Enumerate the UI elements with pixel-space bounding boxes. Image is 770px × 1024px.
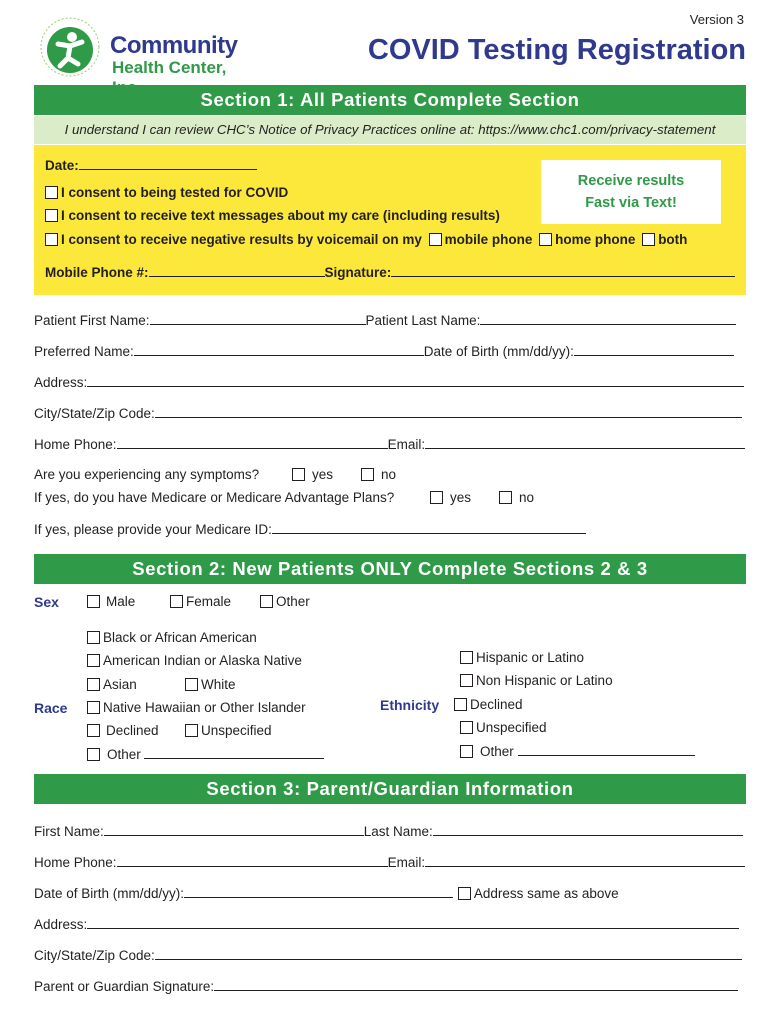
symptoms-yes-checkbox[interactable]: [292, 468, 305, 481]
home-phone-label: home phone: [555, 232, 636, 247]
medicare-no-label: no: [519, 490, 535, 505]
sex-male-label: Male: [106, 594, 136, 609]
city-label: City/State/Zip Code:: [34, 406, 155, 421]
dob-field[interactable]: [574, 343, 734, 356]
both-checkbox[interactable]: [642, 233, 655, 246]
date-field[interactable]: [79, 157, 257, 170]
signature-field[interactable]: [391, 264, 735, 277]
promo-line2: Fast via Text!: [585, 195, 677, 211]
eth-unspecified: [460, 720, 547, 735]
ethnicity-label: Ethnicity: [380, 697, 440, 713]
version-label: Version 3: [689, 12, 744, 27]
race-native: [87, 653, 302, 668]
consent-testing-checkbox[interactable]: [45, 186, 58, 199]
guardian-email-field[interactable]: [425, 854, 745, 867]
race-declined-checkbox[interactable]: [87, 724, 100, 737]
medicare-yes-checkbox[interactable]: [430, 491, 443, 504]
guardian-dob-row: [34, 885, 619, 901]
guardian-home-phone-field[interactable]: [117, 854, 388, 867]
sex-female-label: Female: [186, 594, 232, 609]
race-hawaiian-checkbox[interactable]: [87, 701, 100, 714]
mobile-phone-number-field[interactable]: [149, 264, 325, 277]
email-label: Email:: [387, 437, 426, 452]
consent-text-checkbox[interactable]: [45, 209, 58, 222]
symptoms-no-label: no: [381, 467, 397, 482]
page-title: COVID Testing Registration: [367, 34, 746, 66]
guardian-last-name-label: Last Name:: [363, 824, 433, 839]
race-native-label: American Indian or Alaska Native: [103, 653, 302, 668]
guardian-address-label: Address:: [34, 917, 88, 932]
section3-title: Section 3: Parent/Guardian Information: [34, 774, 746, 804]
text-promo-box: [541, 160, 721, 224]
guardian-address-row: [34, 916, 739, 932]
eth-non-hispanic-checkbox[interactable]: [460, 674, 473, 687]
medicare-row: [34, 490, 394, 505]
guardian-signature-label: Parent or Guardian Signature:: [34, 979, 215, 994]
eth-unspecified-label: Unspecified: [476, 720, 547, 735]
symptoms-no-checkbox[interactable]: [361, 468, 374, 481]
last-name-label: Patient Last Name:: [365, 313, 481, 328]
race-other: [87, 746, 324, 762]
preferred-name-field[interactable]: [134, 343, 424, 356]
race-native-checkbox[interactable]: [87, 654, 100, 667]
symptoms-row: [34, 467, 259, 482]
guardian-name-row: [34, 823, 743, 839]
section2-title: Section 2: New Patients ONLY Complete Sections 2 & 3: [34, 554, 746, 584]
both-label: both: [658, 232, 688, 247]
race-white: [185, 677, 236, 692]
race-unspecified: [185, 723, 272, 738]
guardian-dob-label: Date of Birth (mm/dd/yy):: [34, 886, 185, 901]
preferred-name-label: Preferred Name:: [34, 344, 134, 359]
race-other-label: Other: [107, 747, 141, 762]
medicare-id-label: If yes, please provide your Medicare ID:: [34, 522, 272, 537]
logo-name: Community: [110, 32, 238, 59]
race-asian-label: Asian: [103, 677, 137, 692]
race-asian-checkbox[interactable]: [87, 678, 100, 691]
eth-non-hispanic: [460, 673, 613, 688]
logo-figure-icon: [36, 14, 106, 80]
guardian-signature-field[interactable]: [214, 978, 738, 991]
patient-name-row: [34, 312, 736, 328]
address-label: Address:: [34, 375, 88, 390]
consent-voicemail-row: [45, 232, 687, 247]
guardian-home-phone-label: Home Phone:: [34, 855, 117, 870]
race-unspecified-label: Unspecified: [201, 723, 272, 738]
race-declined-label: Declined: [106, 723, 159, 738]
race-black: [87, 630, 257, 645]
same-address-label: Address same as above: [473, 886, 619, 901]
sex-other: [260, 594, 310, 609]
mobile-phone-label: mobile phone: [444, 232, 533, 247]
consent-text-label: I consent to receive text messages about my care (including results): [61, 208, 500, 223]
medicare-yes: [430, 490, 471, 505]
eth-other: [460, 743, 695, 759]
sex-female-checkbox[interactable]: [170, 595, 183, 608]
race-hawaiian-label: Native Hawaiian or Other Islander: [103, 700, 306, 715]
medicare-question: If yes, do you have Medicare or Medicare Advantage Plans?: [34, 490, 395, 505]
symptoms-yes: [292, 467, 333, 482]
guardian-first-name-label: First Name:: [34, 824, 104, 839]
guardian-last-name-field[interactable]: [433, 823, 743, 836]
eth-declined-label: Declined: [470, 697, 523, 712]
last-name-field[interactable]: [480, 312, 736, 325]
race-white-checkbox[interactable]: [185, 678, 198, 691]
eth-hispanic-checkbox[interactable]: [460, 651, 473, 664]
guardian-city-row: [34, 947, 742, 963]
privacy-notice: [34, 116, 746, 144]
race-black-checkbox[interactable]: [87, 631, 100, 644]
same-address-checkbox[interactable]: [458, 887, 471, 900]
eth-declined: [454, 697, 523, 712]
city-row: [34, 405, 742, 421]
mobile-signature-row: [45, 264, 735, 280]
section1-title: Section 1: All Patients Complete Section: [34, 85, 746, 115]
medicare-id-row: [34, 521, 586, 537]
preferred-dob-row: [34, 343, 734, 359]
consent-voicemail-label: I consent to receive negative results by voicemail on my: [61, 232, 422, 247]
promo-line1: Receive results: [577, 173, 685, 189]
race-white-label: White: [201, 677, 236, 692]
sex-male-checkbox[interactable]: [87, 595, 100, 608]
date-label: Date:: [45, 158, 79, 173]
sex-male: [87, 594, 135, 609]
race-hawaiian: [87, 700, 306, 715]
guardian-address-field[interactable]: [87, 916, 739, 929]
city-field[interactable]: [155, 405, 742, 418]
guardian-signature-row: [34, 978, 738, 994]
guardian-email-label: Email:: [387, 855, 426, 870]
privacy-text: I understand I can review CHC’s Notice of Privacy Practices online at: https://www.chc1.com/privacy-statement: [64, 122, 716, 137]
guardian-dob-field[interactable]: [184, 885, 453, 898]
race-other-checkbox[interactable]: [87, 748, 100, 761]
sex-female: [170, 594, 231, 609]
consent-testing-row: [45, 185, 288, 200]
medicare-no: [499, 490, 534, 505]
sex-label: Sex: [34, 594, 59, 610]
home-phone-checkbox[interactable]: [539, 233, 552, 246]
logo-subtitle: Health Center,: [112, 58, 227, 77]
email-field[interactable]: [425, 436, 745, 449]
guardian-city-label: City/State/Zip Code:: [34, 948, 155, 963]
medicare-no-checkbox[interactable]: [499, 491, 512, 504]
first-name-field[interactable]: [150, 312, 366, 325]
eth-hispanic: [460, 650, 584, 665]
sex-other-checkbox[interactable]: [260, 595, 273, 608]
race-asian: [87, 677, 137, 692]
guardian-phone-row: [34, 854, 745, 870]
consent-voicemail-checkbox[interactable]: [45, 233, 58, 246]
symptoms-no: [361, 467, 396, 482]
home-phone-label: Home Phone:: [34, 437, 117, 452]
address-field[interactable]: [87, 374, 744, 387]
guardian-first-name-field[interactable]: [104, 823, 364, 836]
guardian-city-field[interactable]: [155, 947, 742, 960]
phone-email-row: [34, 436, 745, 452]
eth-unspecified-checkbox[interactable]: [460, 721, 473, 734]
first-name-label: Patient First Name:: [34, 313, 150, 328]
consent-text-row: [45, 208, 500, 223]
eth-other-field[interactable]: [518, 743, 695, 756]
race-declined: [87, 723, 159, 738]
logo: [36, 14, 256, 80]
race-label: Race: [34, 700, 68, 716]
address-row: [34, 374, 744, 390]
race-black-label: Black or African American: [103, 630, 257, 645]
eth-other-checkbox[interactable]: [460, 745, 473, 758]
eth-declined-checkbox[interactable]: [454, 698, 467, 711]
symptoms-question: Are you experiencing any symptoms?: [34, 467, 260, 482]
race-unspecified-checkbox[interactable]: [185, 724, 198, 737]
race-other-field[interactable]: [144, 746, 324, 759]
date-row: [45, 157, 257, 173]
symptoms-yes-label: yes: [312, 467, 334, 482]
dob-label: Date of Birth (mm/dd/yy):: [423, 344, 574, 359]
eth-non-hispanic-label: Non Hispanic or Latino: [476, 673, 613, 688]
sex-other-label: Other: [276, 594, 310, 609]
home-phone-field[interactable]: [117, 436, 388, 449]
consent-testing-label: I consent to being tested for COVID: [61, 185, 289, 200]
medicare-id-field[interactable]: [272, 521, 586, 534]
medicare-yes-label: yes: [450, 490, 472, 505]
mobile-phone-checkbox[interactable]: [429, 233, 442, 246]
mobile-phone-number-label: Mobile Phone #:: [45, 265, 149, 280]
eth-other-label: Other: [480, 744, 514, 759]
eth-hispanic-label: Hispanic or Latino: [476, 650, 585, 665]
signature-label: Signature:: [324, 265, 392, 280]
